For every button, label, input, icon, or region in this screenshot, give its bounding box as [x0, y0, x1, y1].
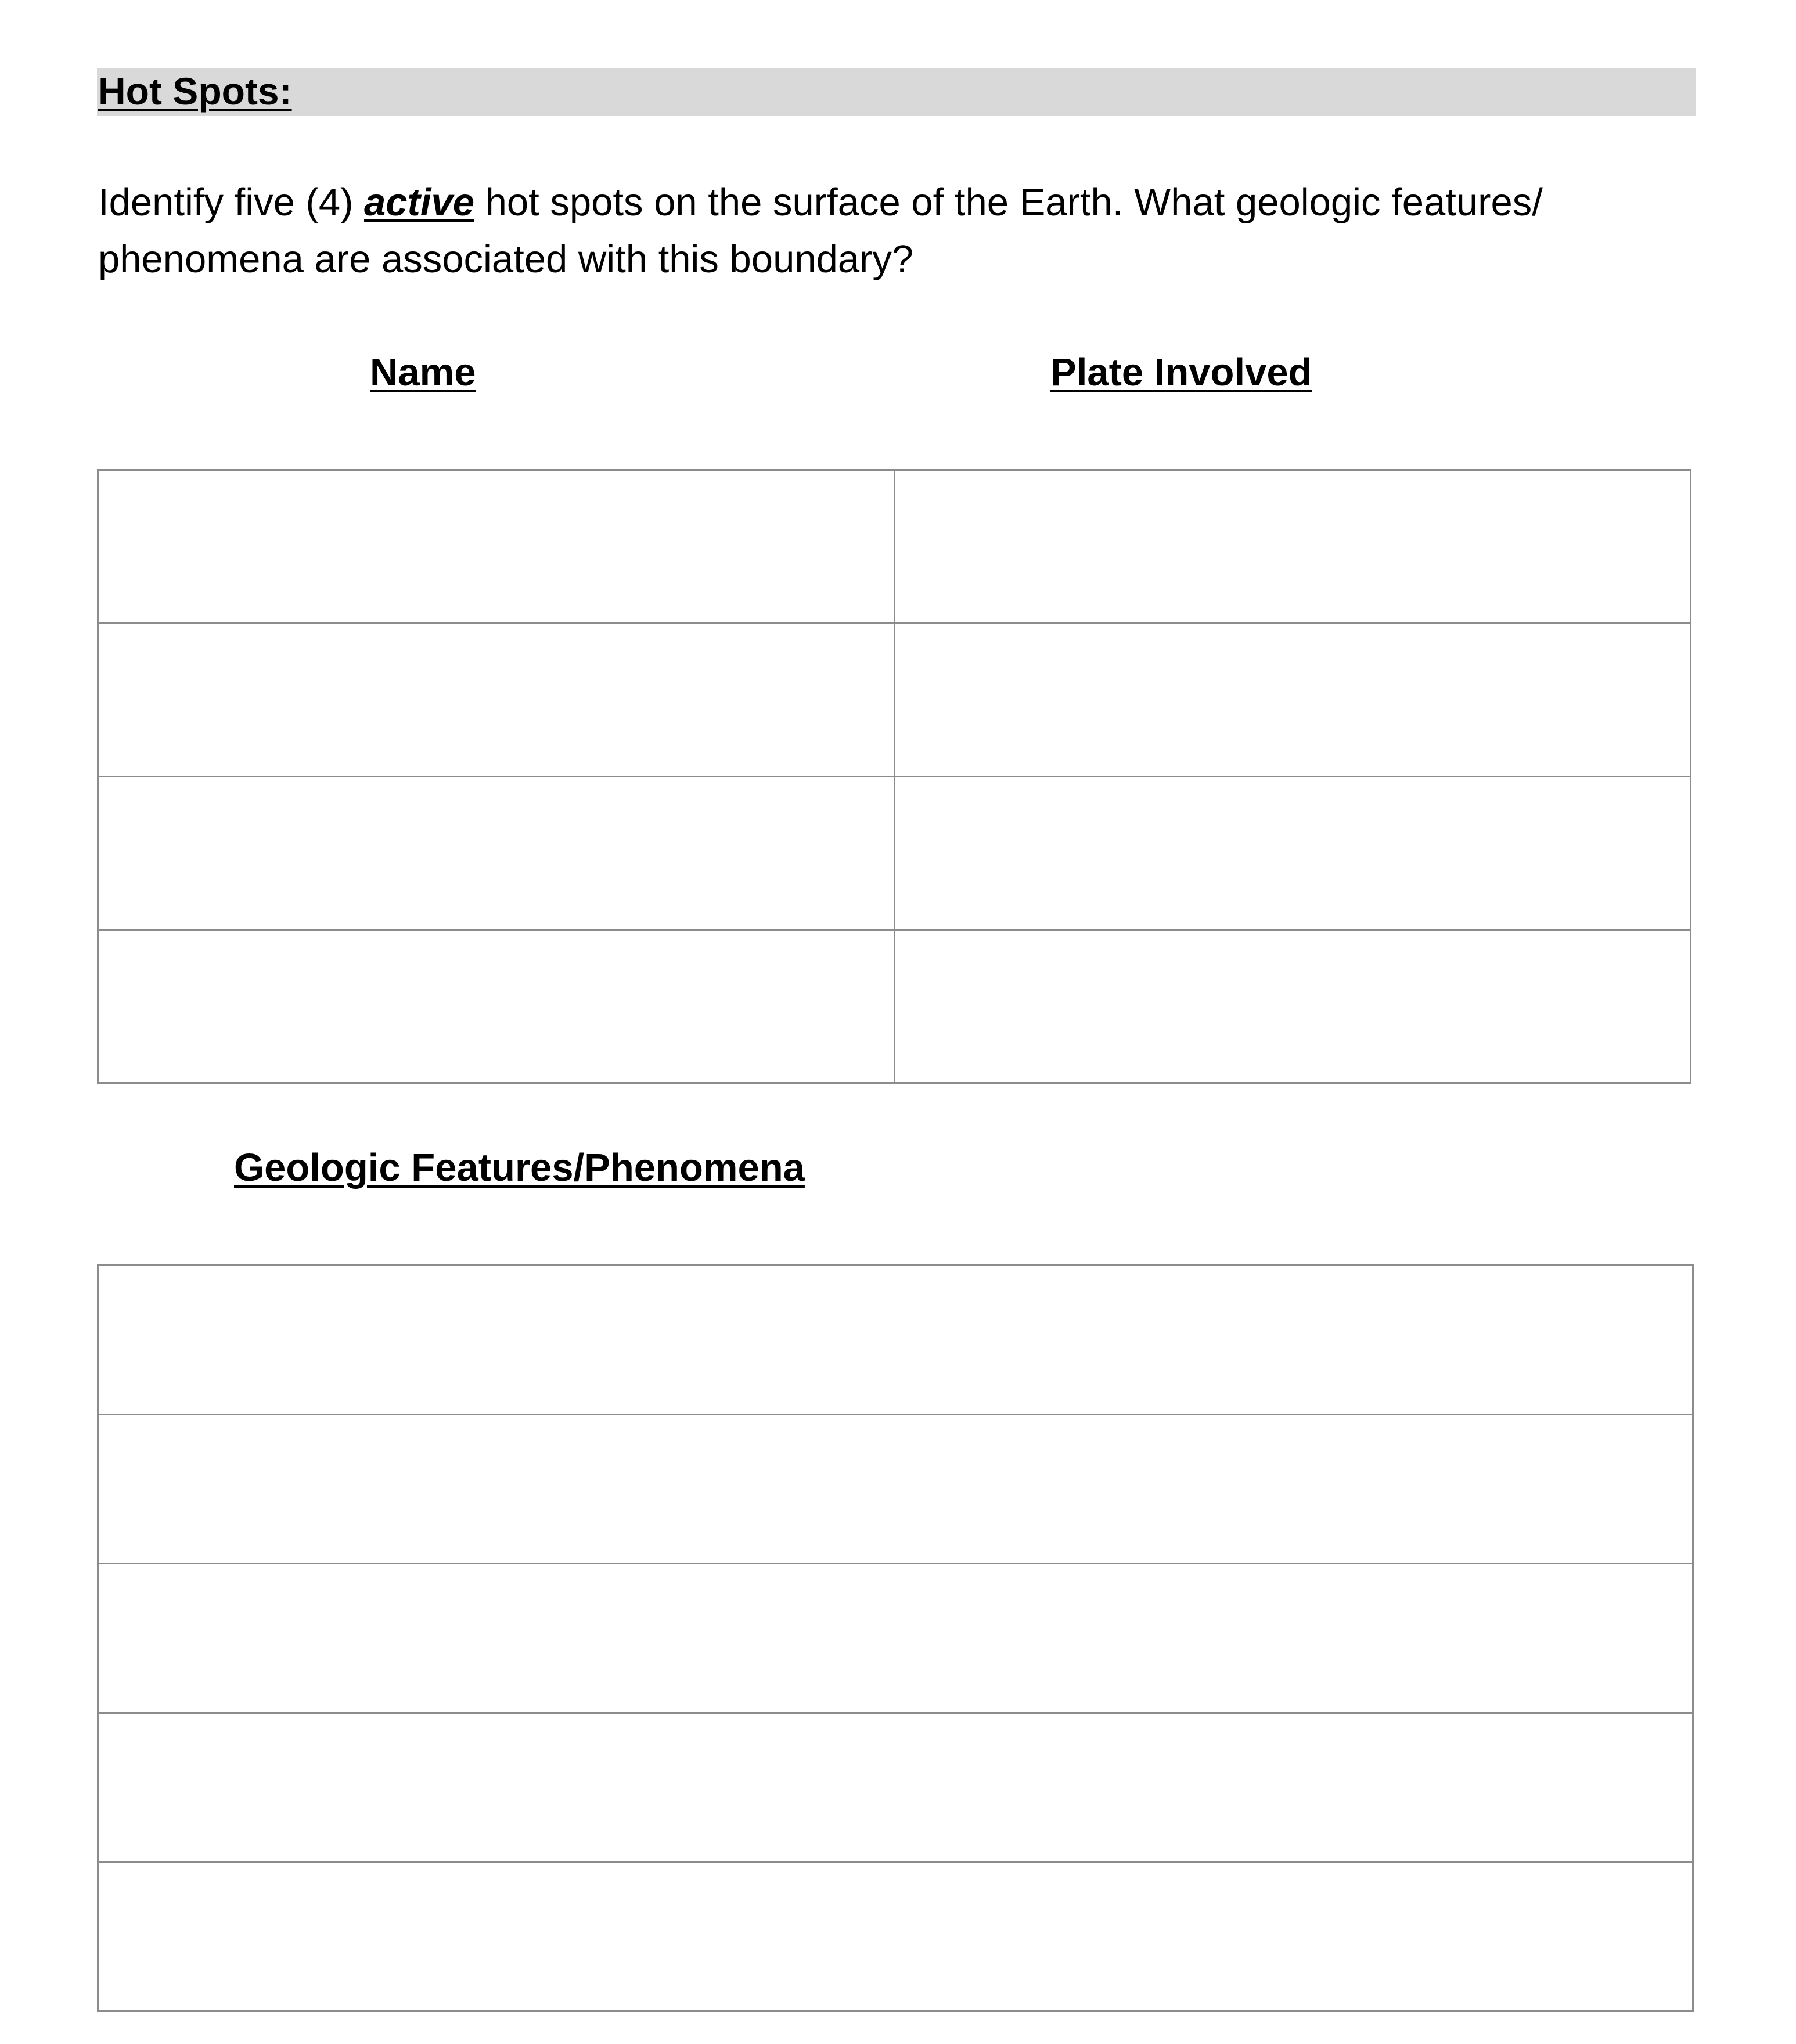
heading-highlight-band [97, 68, 1696, 116]
hotspot-answer-table [97, 469, 1691, 1084]
plate-answer-cell[interactable] [894, 777, 1691, 930]
features-answer-cell[interactable] [98, 1862, 1693, 2011]
plate-answer-cell[interactable] [894, 930, 1691, 1083]
name-column-header: Name [370, 351, 476, 394]
instructions-paragraph [98, 174, 1701, 288]
section-heading: Hot Spots: [98, 70, 292, 113]
instructions-text-end: hot spots on the surface of the Earth. What geologic features/ phenomena are associated with this boundary? [98, 181, 1543, 281]
features-answer-cell[interactable] [98, 1266, 1693, 1415]
table-row [98, 777, 1691, 930]
table-row [98, 1415, 1693, 1564]
table-row [98, 1564, 1693, 1713]
table-row [98, 1862, 1693, 2011]
features-answer-cell[interactable] [98, 1415, 1693, 1564]
table-row [98, 930, 1691, 1083]
instructions-emphasis: active [364, 181, 474, 224]
features-answer-cell[interactable] [98, 1564, 1693, 1713]
name-answer-cell[interactable] [98, 623, 895, 777]
table-row [98, 623, 1691, 777]
plate-involved-column-header: Plate Involved [1050, 351, 1312, 394]
table-row [98, 1713, 1693, 1862]
table-row [98, 1266, 1693, 1415]
name-answer-cell[interactable] [98, 470, 895, 623]
geologic-features-header: Geologic Features/Phenomena [234, 1146, 805, 1189]
name-answer-cell[interactable] [98, 777, 895, 930]
features-answer-table [97, 1264, 1694, 2012]
table-row [98, 470, 1691, 623]
instructions-text-start: Identify five (4) [98, 181, 365, 224]
plate-answer-cell[interactable] [894, 470, 1691, 623]
name-answer-cell[interactable] [98, 930, 895, 1083]
features-answer-cell[interactable] [98, 1713, 1693, 1862]
plate-answer-cell[interactable] [894, 623, 1691, 777]
